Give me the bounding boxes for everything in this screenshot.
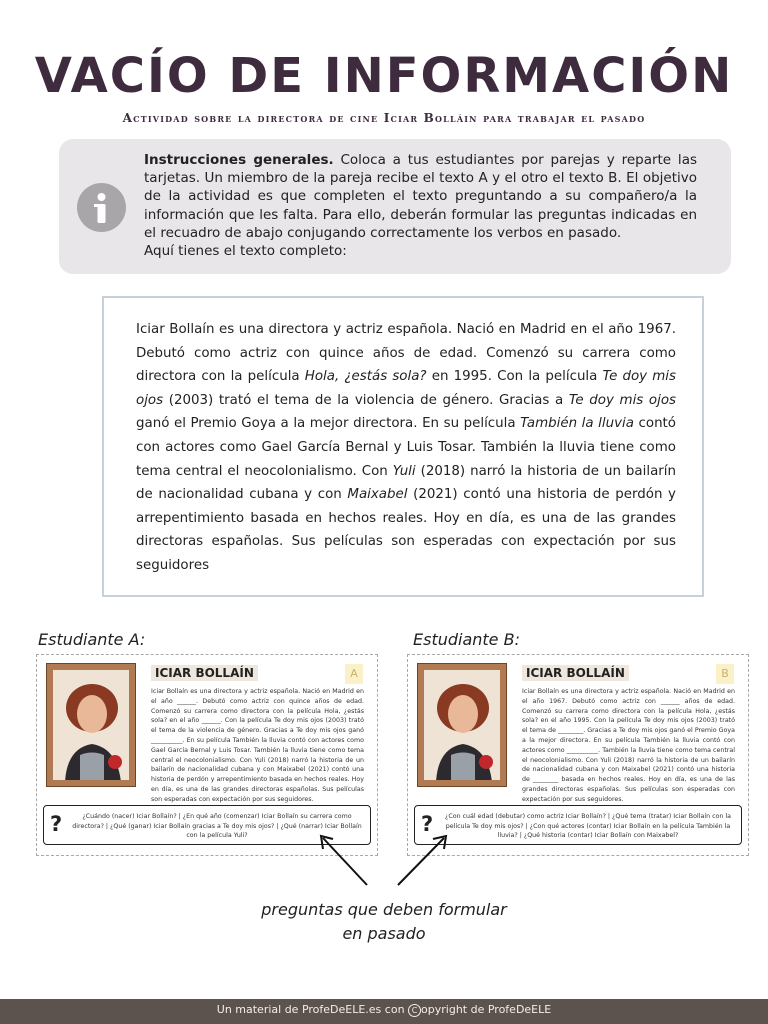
footer-pre: Un material de ProfeDeELE.es con (216, 1003, 409, 1016)
question-mark-icon: ? (50, 812, 63, 836)
student-a-label: Estudiante A: (38, 630, 146, 649)
copyright-icon: C (408, 1004, 421, 1017)
student-b-label: Estudiante B: (413, 630, 520, 649)
page-title: VACÍO DE INFORMACIÓN (34, 48, 734, 104)
card-b-text: Iciar Bollaín es una directora y actriz española. Nació en Madrid en el año 1967. Debutó como actriz con ______ años de edad. Comenzó su carrera como directora con la película Hola, ¿estás sola? en el año 1995. Con la película Te doy mis ojos (2003) trató el tema de ________. Gracias a Te doy mis ojos ganó el Premio Goya a la mejor directora. En su película También la lluvia contó con actores como __________. También la lluvia tiene como tema central el neocolonialismo. Con Yuli (2018) narró la historia de un bailarín de nacionalidad cubana y con Maixabel (2021) contó una historia de ________ basada en hechos reales. Hoy en día, es una de las grandes directoras españolas. Sus películas son esperadas con expectación por sus seguidores. (522, 688, 735, 803)
arrow-caption (232, 898, 536, 946)
page-subtitle: Actividad sobre la directora de cine Iciar Bolláin para trabajar el pasado (122, 111, 646, 125)
question-mark-icon: ? (421, 812, 434, 836)
footer (0, 999, 768, 1024)
caption-line1: preguntas que deben formular (261, 900, 507, 919)
card-a-letter: A (345, 664, 363, 684)
card-a-title: ICIAR BOLLAÍN (151, 665, 258, 681)
instructions-label: Instrucciones generales. (144, 152, 334, 168)
card-b-title: ICIAR BOLLAÍN (522, 665, 629, 681)
arrow-right-icon (398, 836, 446, 885)
caption-line2: en pasado (342, 924, 426, 943)
footer-post: opyright de ProfeDeELE (421, 1003, 552, 1016)
instructions-body: Coloca a tus estudiantes por parejas y reparte las tarjetas. Un miembro de la pareja recibe el texto A y el otro el texto B. El objetivo de la actividad es que completen el texto preguntando a su compañero/a la información que les falta. Para ello, deberán formular las preguntas indicadas en el recuadro de abajo conjugando correctamente los verbos en pasado. (144, 152, 697, 241)
card-a-text: Iciar Bollaín es una directora y actriz española. Nació en Madrid en el año ______. Debutó como actriz con quince años de edad. Comenzó su carrera como directora con la película Hola, ¿estás sola? en el año ______. Con la película Te doy mis ojos (2003) trató el tema de la violencia de género. Gracias a Te doy mis ojos ganó __________. En su película También la lluvia contó con actores como Gael García Bernal y Luis Tosar. También la lluvia tiene como tema central el neocolonialismo. Con Yuli (2018) narró la historia de un bailarín de nacionalidad cubana y con Maixabel (2021) contó una historia de perdón y arrepentimiento basada en hechos reales. Hoy en día, es una de las grandes directoras españolas. Sus películas son esperadas con expectación por sus seguidores. (151, 688, 364, 803)
card-b-letter: B (716, 664, 734, 684)
arrow-left-icon (321, 836, 367, 885)
instructions-line2: Aquí tienes el texto completo: (144, 243, 347, 260)
card-a-questions: ¿Cuándo (nacer) Iciar Bollaín? | ¿En qué año (comenzar) Iciar Bollaín su carrera como directora? | ¿Qué (ganar) Iciar Bollaín gracias a Te doy mis ojos? | ¿Qué (narrar) Iciar Bollaín con la película Yuli? (72, 813, 362, 840)
card-b-questions: ¿Con cuál edad (debutar) como actriz Iciar Bollaín? | ¿Qué tema (tratar) Iciar Bollaín con la película Te doy mis ojos? | ¿Con qué actores (contar) Iciar Bollaín en la película También la lluvia? | ¿Qué historia (contar) Iciar Bollaín con Maixabel? (444, 813, 731, 840)
full-text: Iciar Bollaín es una directora y actriz española. Nació en Madrid en el año 1967. Debutó como actriz con quince años de edad. Comenzó su carrera como directora con la película Hola, ¿estás sola? en 1995. Con la película Te doy mis ojos (2003) trató el tema de la violencia de género. Gracias a Te doy mis ojos ganó el Premio Goya a la mejor directora. En su película También la lluvia contó con actores como Gael García Bernal y Luis Tosar. También la lluvia tiene como tema central el neocolonialismo. Con Yuli (2018) narró la historia de un bailarín de nacionalidad cubana y con Maixabel (2021) contó una historia de perdón y arrepentimiento basada en hechos reales. Hoy en día, es una de las grandes directoras españolas. Sus películas son esperadas con expectación por sus seguidores (136, 322, 677, 573)
